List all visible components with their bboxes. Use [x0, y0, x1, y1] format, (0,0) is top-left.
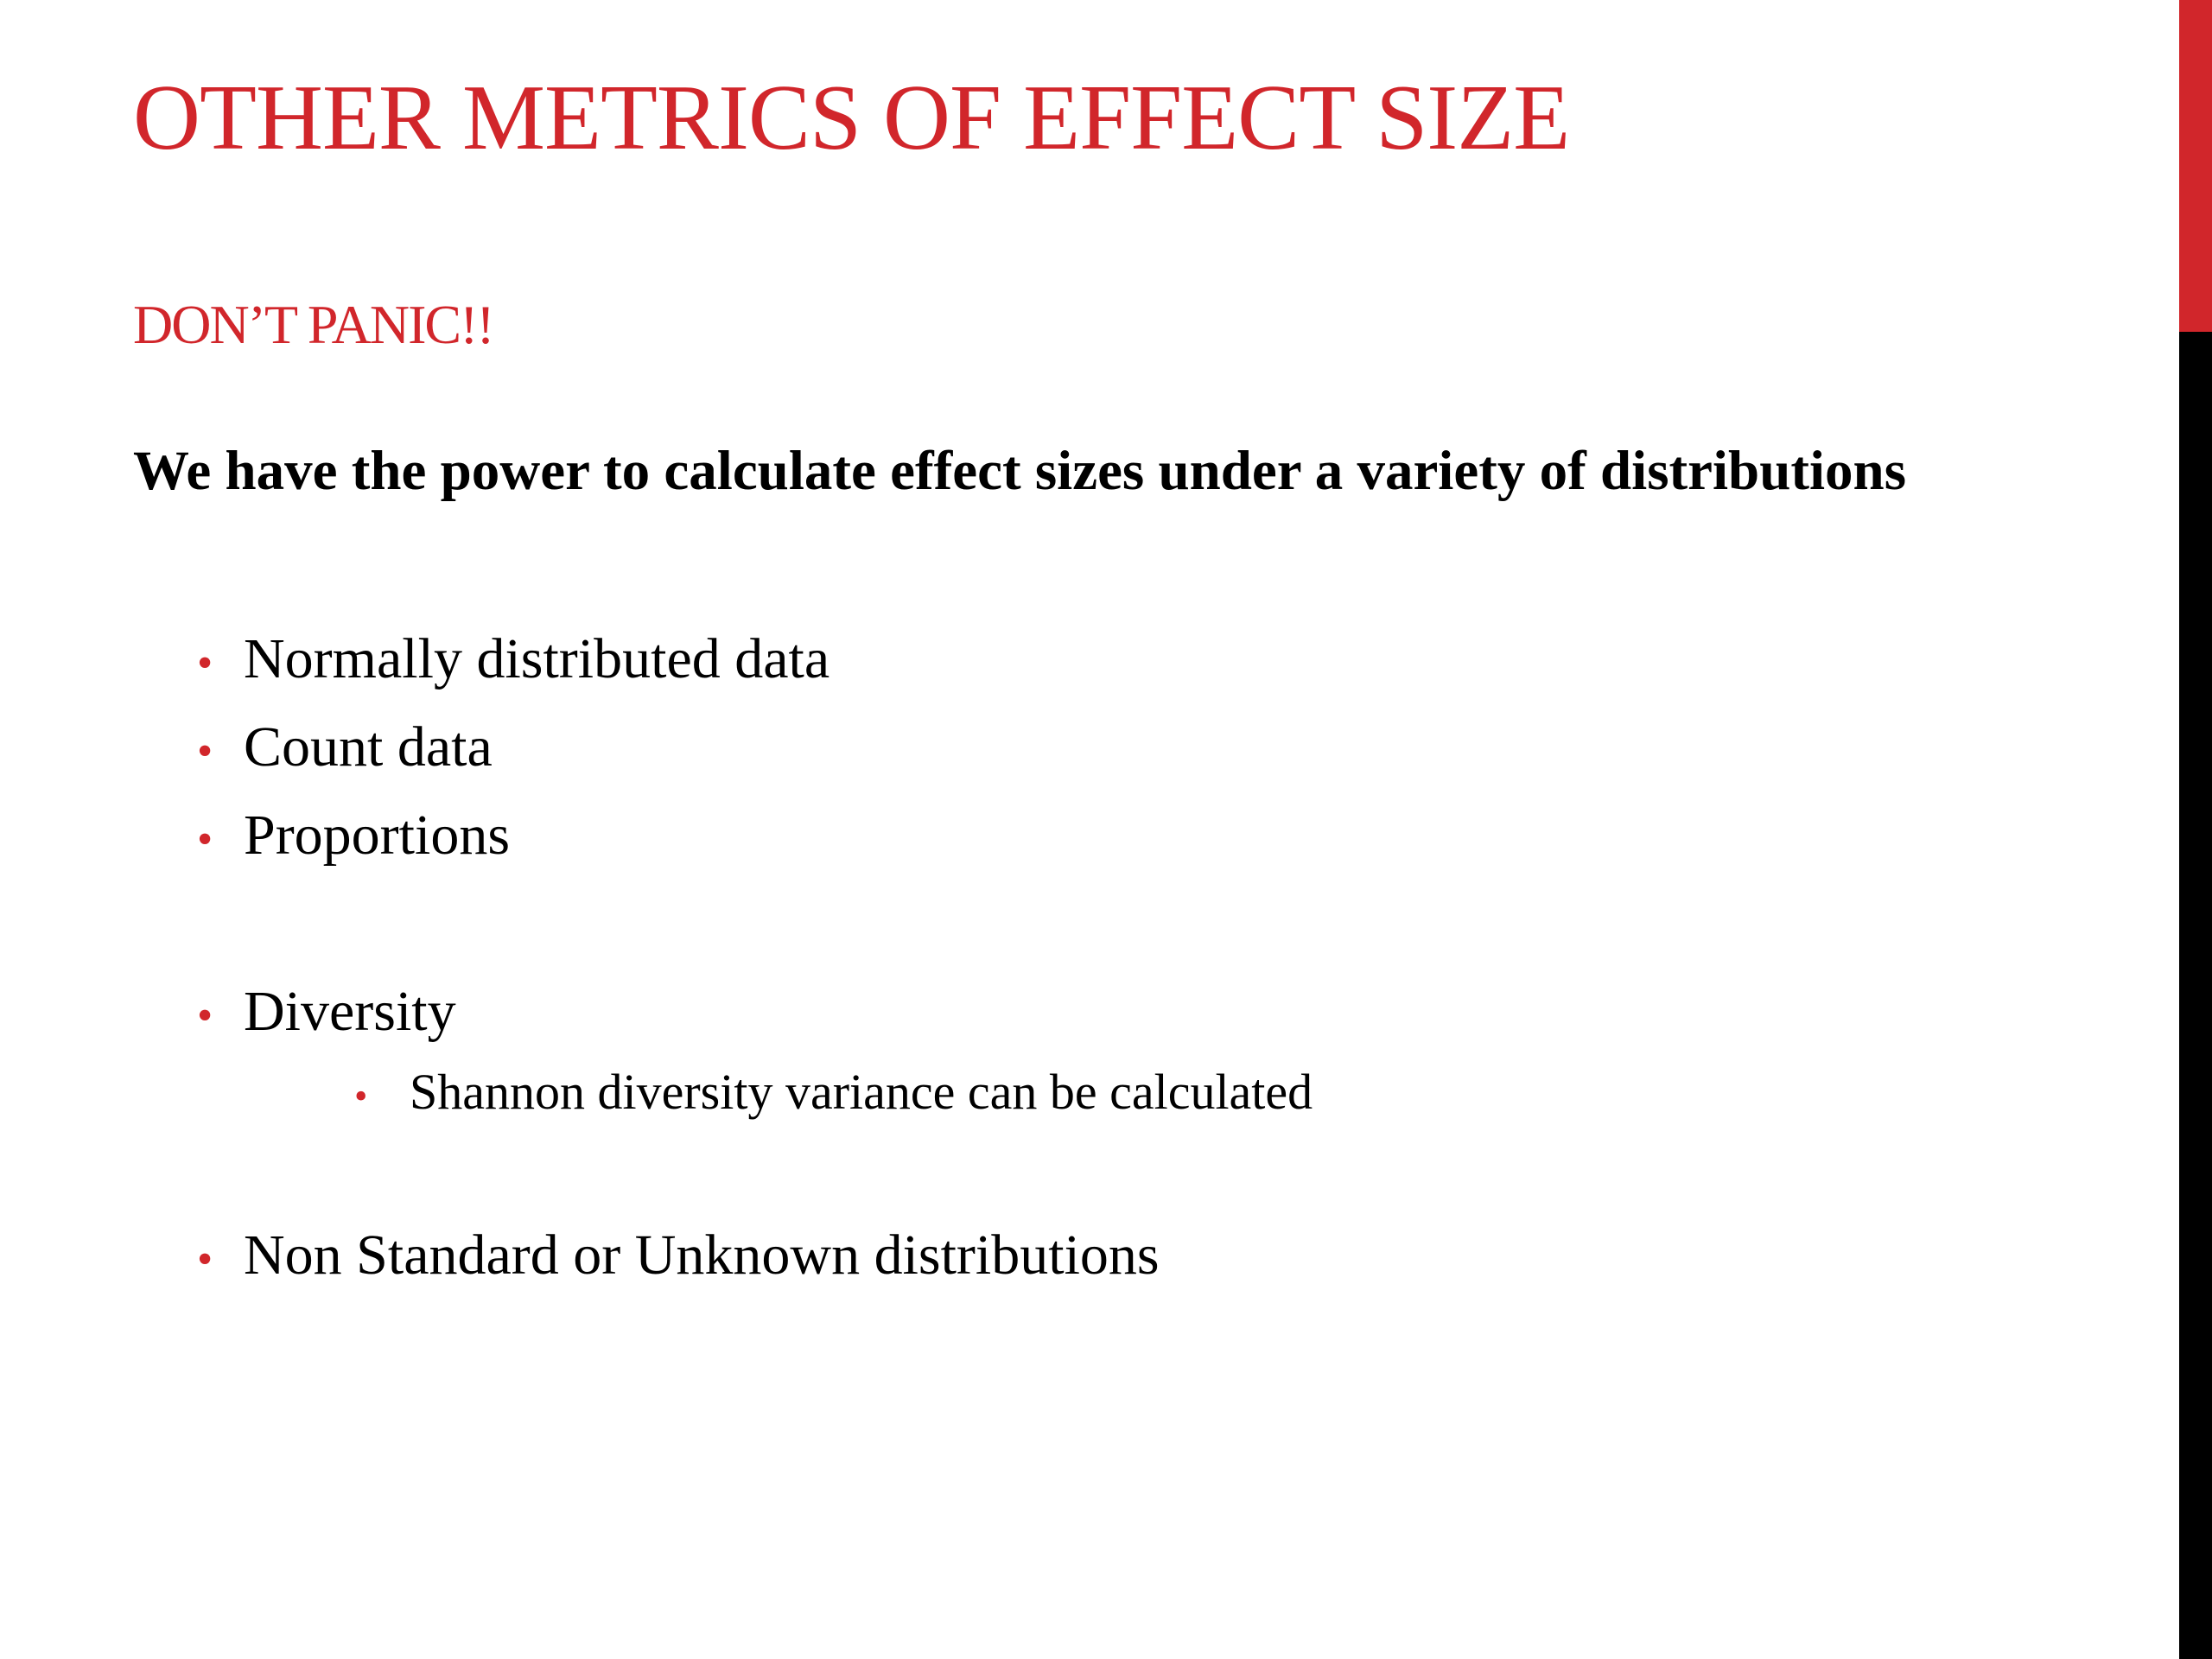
- bullet-icon: •: [197, 815, 213, 864]
- bullet-item: [197, 620, 830, 702]
- bullet-icon: •: [197, 639, 213, 688]
- right-edge-accent: [2179, 0, 2212, 332]
- bullet-text: Count data: [244, 715, 493, 779]
- bullet-item: [197, 973, 456, 1055]
- bullet-text: Proportions: [244, 804, 511, 867]
- bullet-icon: •: [197, 727, 213, 776]
- bullet-text: Non Standard or Unknown distributions: [244, 1224, 1160, 1287]
- bullet-text: Diversity: [244, 980, 456, 1043]
- bullet-item: [197, 797, 510, 879]
- bullet-icon: •: [197, 991, 213, 1040]
- bullet-text: Shannon diversity variance can be calculated: [410, 1064, 1313, 1120]
- bullet-item: [197, 709, 493, 791]
- bullet-icon: •: [354, 1075, 368, 1117]
- slide-subtitle: DON’T PANIC!!: [133, 294, 493, 355]
- bullet-icon: •: [197, 1235, 213, 1284]
- sub-bullet-item: [354, 1058, 1313, 1131]
- slide-title: OTHER METRICS OF EFFECT SIZE: [133, 67, 1570, 169]
- bullet-text: Normally distributed data: [244, 627, 830, 690]
- bullet-item: [197, 1217, 1160, 1299]
- lead-paragraph: We have the power to calculate effect sizes under a variety of distributions: [133, 440, 1907, 502]
